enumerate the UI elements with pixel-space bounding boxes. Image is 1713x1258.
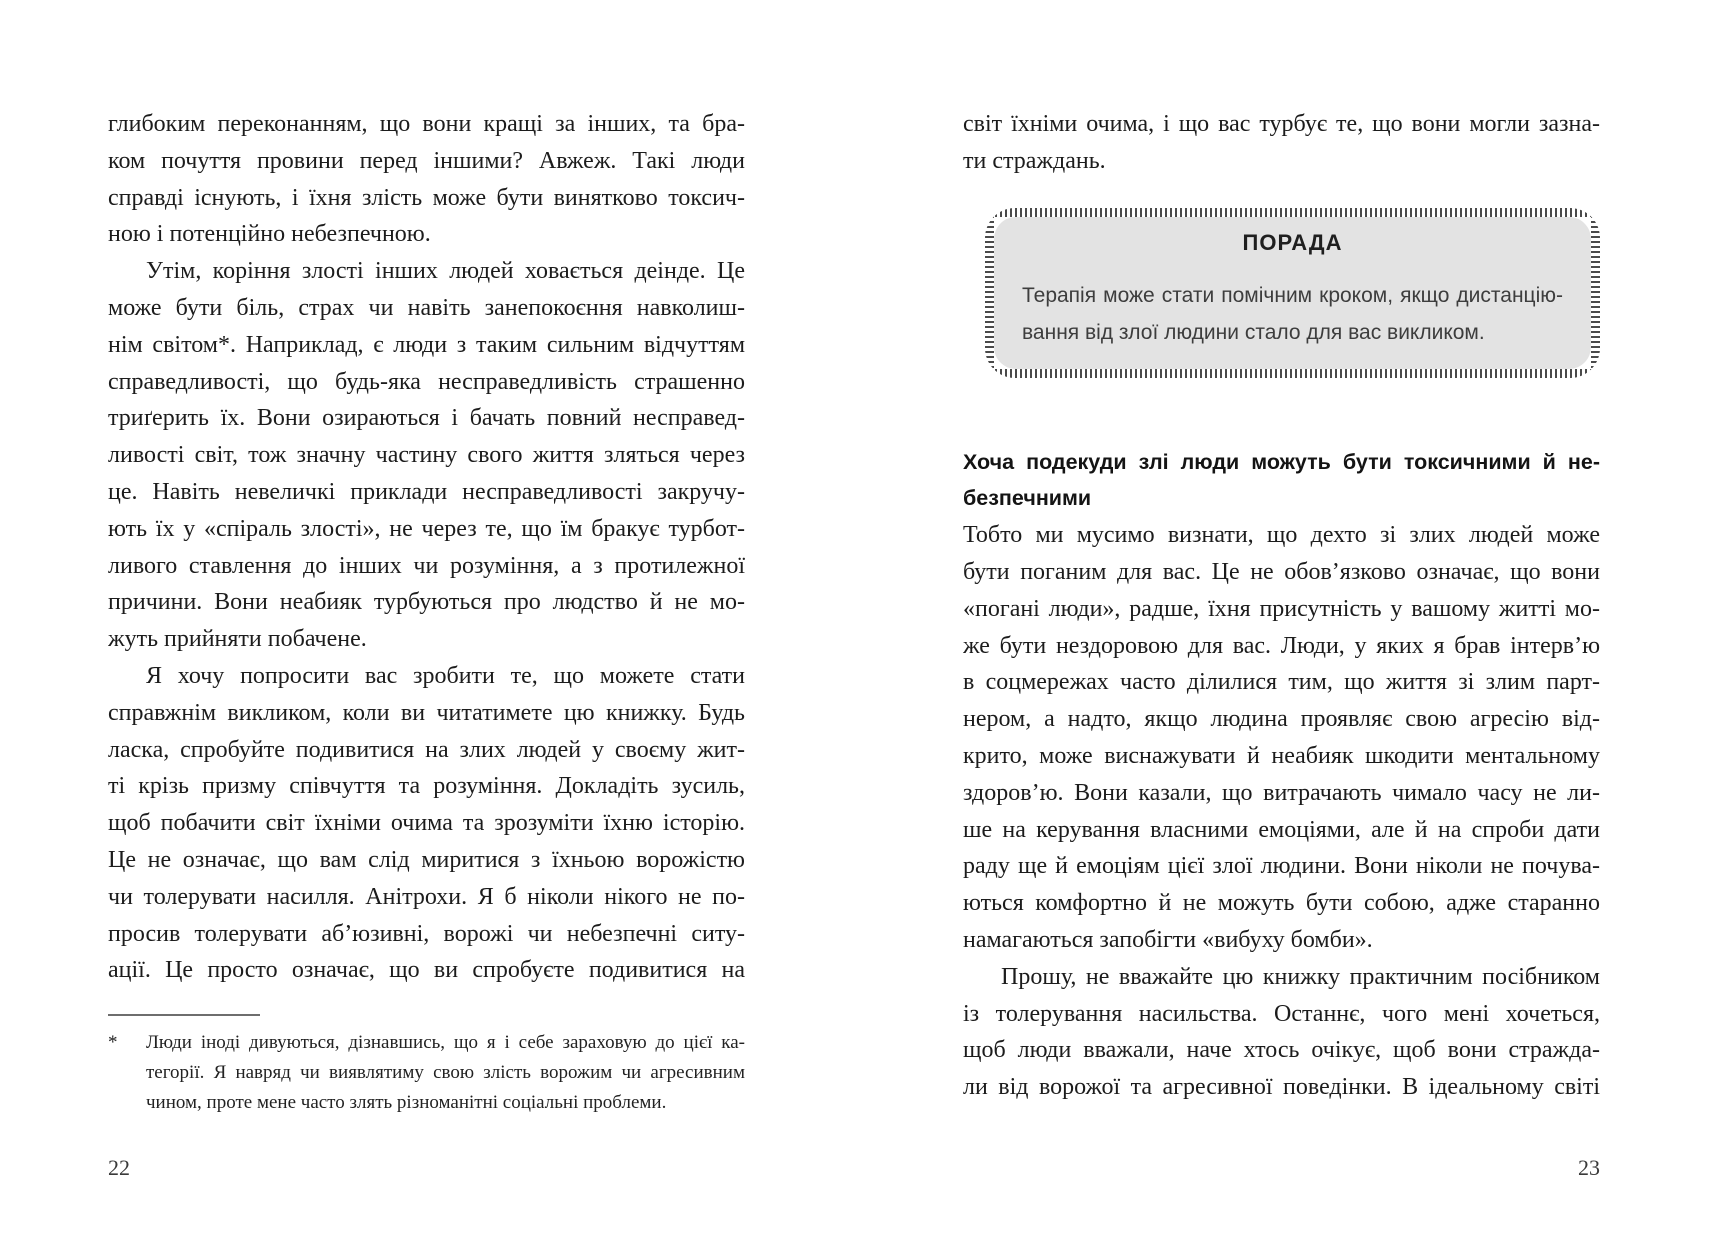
text-line: тегорії. Я навряд чи виявлятиму свою злість ворожим чи агресивним [146, 1062, 745, 1083]
text-line: раду ще й емоціям цієї злої людини. Вони ніколи не почува- [963, 853, 1600, 880]
text-line: Люди іноді дивуються, дізнавшись, що я і себе зараховую до цієї ка- [146, 1032, 745, 1053]
text-line: ше на керування власними емоціями, але й на спроби дати [963, 816, 1600, 843]
text-line: Це не означає, що вам слід миритися з їхньою ворожістю [108, 846, 745, 873]
text-line: ти страждань. [963, 147, 1106, 174]
tip-box [985, 208, 1600, 378]
text-line: справжнім викликом, коли ви читатимете цю книжку. Будь [108, 699, 745, 726]
text-line: може бути біль, страх чи навіть занепокоєння навколиш- [108, 294, 745, 321]
text-line: ті крізь призму співчуття та розуміння. Докладіть зусиль, [108, 773, 745, 800]
paragraph [963, 959, 1600, 1106]
page-number-left: 22 [108, 1155, 130, 1180]
text-line: чи толерувати насилля. Анітрохи. Я б ніколи нікого не по- [108, 883, 745, 910]
text-line: ливого ставлення до інших чи розуміння, а з протилежної [108, 552, 745, 579]
paragraph [963, 106, 1600, 180]
text-line: бути поганим для вас. Це не обов’язково означає, що вони [963, 558, 1600, 585]
text-line: крито, може виснажувати й неабияк шкодити ментальному [963, 742, 1600, 769]
text-line: же бути нездоровою для вас. Люди, у яких я брав інтерв’ю [963, 632, 1600, 659]
text-line: щоб побачити світ їхніми очима та зрозуміти їхню історію. [108, 810, 745, 837]
text-line: Прошу, не вважайте цю книжку практичним посібником [1001, 963, 1600, 990]
text-line: здоров’ю. Вони казали, що витрачають чимало часу не ли- [963, 779, 1600, 806]
text-line: із толерування насильства. Останнє, чого мені хочеться, [963, 1000, 1600, 1027]
page-number-right: 23 [1578, 1155, 1600, 1180]
tip-box-inner [994, 217, 1591, 369]
footnote-rule [108, 1014, 260, 1016]
text-line: світ їхніми очима, і що вас турбує те, що вони могли зазна- [963, 111, 1600, 137]
text-line: безпечними [963, 486, 1092, 511]
text-line: Тобто ми мусимо визнати, що дехто зі злих людей може [963, 522, 1600, 549]
footnote-text [146, 1028, 745, 1118]
text-line: триґерить їх. Вони озираються і бачать повний несправед- [108, 405, 745, 432]
text-line: ливості світ, тож значну частину свого життя зляться через [108, 442, 745, 469]
page-left-body [108, 106, 745, 989]
text-line: нім світом*. Наприклад, є люди з таким сильним відчуттям [108, 331, 745, 358]
text-line: просив толерувати аб’юзивні, ворожі чи небезпечні ситу- [108, 920, 745, 947]
tip-box-title: ПОРАДА [1242, 229, 1343, 255]
paragraph [108, 658, 745, 989]
page-right-body [963, 106, 1600, 1106]
text-line: глибоким переконанням, що вони кращі за інших, та бра- [108, 111, 745, 137]
text-line: причини. Вони неабияк турбуються про людство й не мо- [108, 589, 745, 616]
text-line: нером, а надто, якщо людина проявляє свою агресію від- [963, 706, 1600, 733]
footnote [108, 1014, 745, 1118]
paragraph [108, 253, 745, 658]
text-line: Терапія може стати помічним кроком, якщо дистанцію- [1022, 283, 1563, 307]
paragraph [108, 106, 745, 253]
text-line: чином, проте мене часто злять різноманітні соціальні проблеми. [146, 1092, 667, 1113]
text-line: Утім, коріння злості інших людей ховається деінде. Це [146, 258, 745, 285]
text-line: Я хочу попросити вас зробити те, що можете стати [146, 662, 745, 689]
text-line: намагаються запобігти «вибуху бомби». [963, 926, 1373, 953]
text-line: ють їх у «спіраль злості», не через те, що їм бракує турбот- [108, 515, 745, 542]
text-line: ласка, спробуйте подивитися на злих людей у своєму жит- [108, 736, 745, 763]
footnote-marker: * [108, 1032, 118, 1053]
text-line: ли від ворожої та агресивної поведінки. В ідеальному світі [963, 1074, 1600, 1101]
text-line: щоб люди вважали, наче хтось очікує, щоб вони стражда- [963, 1037, 1600, 1064]
text-line: справедливості, що будь-яка несправедливість страшенно [108, 368, 745, 395]
text-line: ком почуття провини перед іншими? Авжеж. Такі люди [108, 147, 745, 174]
text-line: справді існують, і їхня злість може бути винятково токсич- [108, 184, 745, 211]
tip-box-text [1022, 277, 1563, 351]
text-line: «погані люди», радше, їхня присутність у вашому житті мо- [963, 595, 1600, 622]
section-heading [963, 444, 1600, 518]
text-line: вання від злої людини стало для вас викликом. [1022, 320, 1485, 344]
paragraph [963, 517, 1600, 959]
text-line: ації. Це просто означає, що ви спробуєте подивитися на [108, 957, 745, 984]
text-line: в соцмережах часто ділилися тим, що життя зі злим парт- [963, 669, 1600, 696]
text-line: ною і потенційно небезпечною. [108, 221, 431, 248]
text-line: це. Навіть невеличкі приклади несправедливості закручу- [108, 478, 745, 505]
text-line: Хоча подекуди злі люди можуть бути токсичними й не- [963, 449, 1600, 474]
text-line: жуть прийняти побачене. [108, 626, 367, 653]
text-line: ються комфортно й не можуть бути собою, адже старанно [963, 890, 1600, 917]
